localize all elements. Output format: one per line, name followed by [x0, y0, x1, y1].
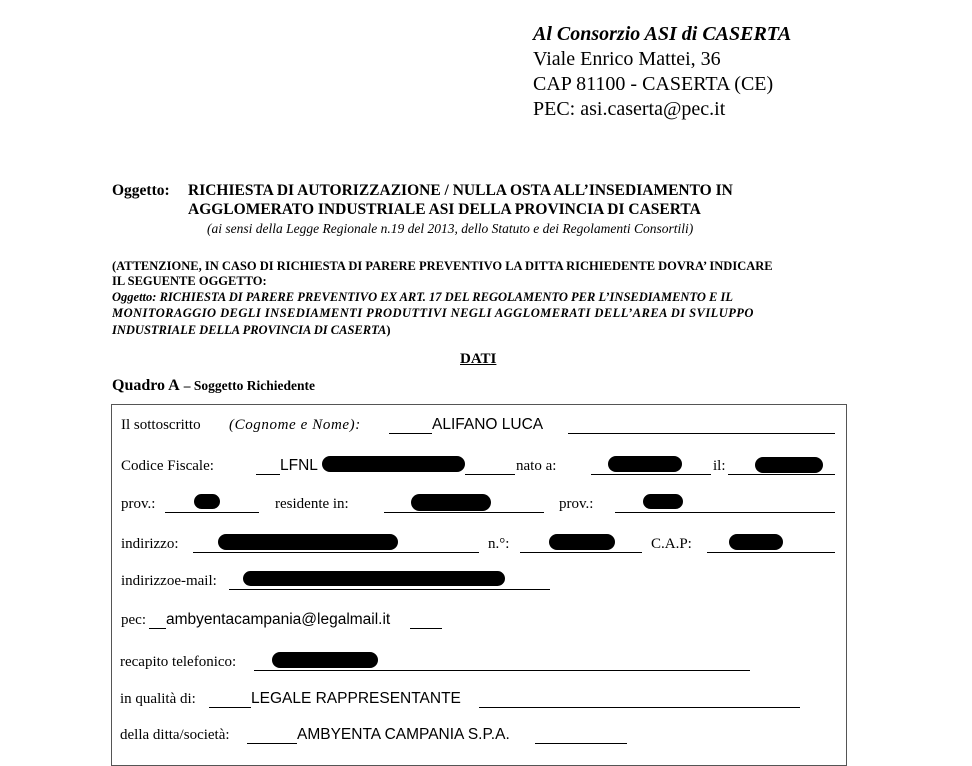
attention-line-5-text: INDUSTRIALE DELLA PROVINCIA DI CASERTA: [112, 323, 387, 337]
cf-field[interactable]: LFNL: [280, 457, 318, 474]
attention-oggetto-label: Oggetto:: [112, 290, 157, 304]
il-field-line: [728, 474, 835, 475]
nato-label: nato a:: [516, 458, 557, 474]
nato-field-line: [591, 474, 711, 475]
pec-field[interactable]: ambyentacampania@legalmail.it: [166, 611, 391, 628]
cap-field-line: [707, 552, 835, 553]
subject-line-2: AGGLOMERATO INDUSTRIALE ASI DELLA PROVINCIA DI CASERTA: [188, 201, 701, 218]
residente-label: residente in:: [275, 496, 349, 512]
il-label: il:: [713, 458, 726, 474]
cap-label: C.A.P:: [651, 536, 692, 552]
ditta-label: della ditta/società:: [120, 727, 230, 743]
prov-redaction[interactable]: [194, 494, 220, 509]
cf-label: Codice Fiscale:: [121, 458, 214, 474]
residente-redaction[interactable]: [411, 494, 491, 511]
ditta-field[interactable]: AMBYENTA CAMPANIA S.P.A.: [297, 726, 510, 743]
numero-redaction[interactable]: [549, 534, 615, 550]
nato-redaction[interactable]: [608, 456, 682, 472]
pec-label: pec:: [121, 612, 146, 628]
qualita-label: in qualità di:: [120, 691, 196, 707]
prov-label: prov.:: [121, 496, 156, 512]
pec-field-line-pre: [149, 628, 166, 629]
qualita-field-line-pre: [209, 707, 251, 708]
qualita-field-line-post: [479, 707, 800, 708]
recipient-street: Viale Enrico Mattei, 36: [533, 48, 721, 70]
sottoscritto-label: Il sottoscritto: [121, 417, 201, 433]
il-redaction[interactable]: [755, 457, 823, 473]
indirizzo-label: indirizzo:: [121, 536, 179, 552]
numero-field-line: [520, 552, 642, 553]
name-field-line-pre: [389, 433, 432, 434]
subject-line-1: [188, 182, 846, 200]
quadro-a-heading: [112, 377, 315, 395]
attention-line-3: [112, 290, 846, 305]
telefono-label: recapito telefonico:: [120, 654, 237, 670]
ditta-field-line-pre: [247, 743, 297, 744]
indirizzo-redaction[interactable]: [218, 534, 398, 550]
subject-line-1-text: RICHIESTA DI AUTORIZZAZIONE / NULLA OSTA ALL’INSEDIAMENTO IN: [188, 182, 733, 199]
email-redaction[interactable]: [243, 571, 505, 586]
prov2-redaction[interactable]: [643, 494, 683, 509]
sottoscritto-hint: (Cognome e Nome):: [229, 417, 361, 433]
name-field[interactable]: ALIFANO LUCA: [432, 416, 544, 433]
prov2-label: prov.:: [559, 496, 594, 512]
recipient-pec: PEC: asi.caserta@pec.it: [533, 98, 726, 120]
email-field-line: [229, 589, 550, 590]
telefono-redaction[interactable]: [272, 652, 378, 668]
qualita-field[interactable]: LEGALE RAPPRESENTANTE: [251, 690, 461, 707]
quadro-a-label: Quadro A: [112, 377, 180, 394]
attention-line-4: MONITORAGGIO DEGLI INSEDIAMENTI PRODUTTIVI NEGLI AGGLOMERATI DELL’AREA DI SVILUPPO: [112, 306, 754, 320]
attention-line-5: [112, 323, 391, 338]
prov2-field-line: [615, 512, 835, 513]
subject-line-3: (ai sensi della Legge Regionale n.19 del 2013, dello Statuto e dei Regolamenti Consortili): [207, 221, 694, 236]
attention-line-2: IL SEGUENTE OGGETTO:: [112, 274, 267, 288]
cf-field-line-pre: [256, 474, 280, 475]
attention-close-paren: ): [386, 323, 391, 337]
subject-label: Oggetto:: [112, 182, 170, 199]
cf-redaction: [322, 456, 465, 472]
section-heading: DATI: [460, 351, 497, 367]
indirizzo-field-line: [193, 552, 479, 553]
numero-label: n.°:: [488, 536, 510, 552]
pec-field-line-post: [410, 628, 442, 629]
email-label: indirizzoe-mail:: [121, 573, 217, 589]
telefono-field-line: [254, 670, 750, 671]
prov-field-line: [165, 512, 259, 513]
attention-line-1: (ATTENZIONE, IN CASO DI RICHIESTA DI PARERE PREVENTIVO LA DITTA RICHIEDENTE DOVRA’ INDICARE: [112, 259, 773, 273]
attention-line-3-text: RICHIESTA DI PARERE PREVENTIVO EX ART. 17 DEL REGOLAMENTO PER L’INSEDIAMENTO E IL: [159, 290, 733, 304]
quadro-a-title: – Soggetto Richiedente: [183, 378, 315, 393]
cap-redaction[interactable]: [729, 534, 783, 550]
cf-field-line-post: [465, 474, 515, 475]
recipient-city: CAP 81100 - CASERTA (CE): [533, 73, 774, 95]
name-field-line-post: [568, 433, 835, 434]
residente-field-line: [384, 512, 544, 513]
recipient-name: Al Consorzio ASI di CASERTA: [533, 23, 792, 45]
ditta-field-line-post: [535, 743, 627, 744]
